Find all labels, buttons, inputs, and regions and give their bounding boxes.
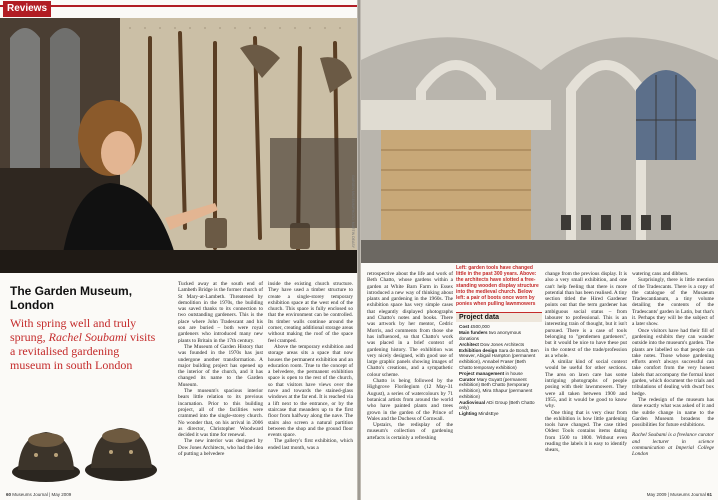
- section-rule: [0, 5, 357, 7]
- row-key: Main funders: [459, 330, 488, 336]
- paragraph: Above the temporary exhibition and storage areas sits a space that now houses the permanent exhibition and an education room. True to the concept of a belvedere, the permanent exhibition space is open to the rest of the church, so that visitors have views over the nave and towards the stained-glass windows at the far end. It is reached via a lift next to the entrance, or by the staircase that meanders up to the first floor from halfway along the nave. The stairs also screen a natural partition between the shop and the ground floor events space.: [268, 343, 353, 439]
- folio-right: [647, 492, 712, 497]
- row-value: Mary Guyatt (permanent exhibition) Beth Chatto (temporary exhibition), Mira Shapur (permanent exhibition): [459, 376, 533, 399]
- section-tab: [0, 0, 357, 17]
- paragraph: The museum's spacious interior bears little relation to its previous incarnation. Prior to this building project, all of the facilities were crammed into the single-storey church. No wonder that, on his arrival in 2006 as director, Christopher Woodward decided it was time for renewal.: [178, 388, 263, 439]
- page-number: 60: [6, 492, 12, 497]
- page-number: 61: [706, 492, 712, 497]
- row-value: £500,000: [470, 324, 490, 329]
- row-key: Lighting: [459, 411, 478, 417]
- project-data-list: [456, 322, 542, 420]
- paragraph: change from the previous display. It is also a very small exhibition, and one can't help feeling that there is more potential than has been realised. A tiny section titled the Hired Gardener points out that the term gardener has ambiguous social status – from labourer to professional. This is an interesting train of thought, but it isn't pursued. There is a case of tools belonging to "gentlemen gardeners", but it would be nice to have these put in the context of the trade/profession as a whole.: [545, 271, 627, 359]
- paragraph: Tucked away at the south end of Lambeth Bridge is the former church of St Mary-at-Lambeth. Threatened by demolition in the 1970s, the building was saved thanks to its connection to two outstanding gardeners. This is the place where John Tradescant and his son are buried – both were royal gardeners who introduced many new plants to Britain in the 17th century.: [178, 281, 263, 344]
- row-value: Sara de Bondt, Ben Weaver, Abigail Hampton (permanent exhibition), Annabel Fraser (Beth Chatto temporary exhibition): [459, 347, 539, 370]
- standfirst-lead: With spring well and truly sprung,: [10, 316, 137, 344]
- paragraph: Upstairs, the redisplay of the museum's collection of gardening artefacts is certainly a refreshing: [367, 422, 453, 441]
- paragraph: The Museum of Garden History that was founded in the 1970s has just undergone another transformation. A major building project has opened up the interior of the church, and it has changed its name to the Garden Museum.: [178, 343, 263, 388]
- paragraph: inside the existing church structure. They have used a timber structure to create a single-storey temporary exhibition space at the west end of the church. This space is fully enclosed so that the environment can be controlled. Its timber walls continue around the corner, creating additional storage areas without making the roof of the space feel cramped.: [268, 281, 353, 344]
- row-key: Exhibition design: [459, 347, 498, 353]
- row-value: MindsEye: [478, 411, 499, 417]
- garden-tools-illustration: [0, 18, 357, 273]
- photo-church-interior: [361, 0, 718, 263]
- paragraph: A similar kind of social context would be useful for other sections. The area on lawn care has some intriguing photographs of people posing with their lawnmowers. They were all taken between 1900 and 1955, and it would be good to know why.: [545, 359, 627, 410]
- paragraph: The gallery's first exhibition, which ended last month, was a: [268, 438, 353, 451]
- row-value: two anonymous donations: [459, 330, 522, 341]
- paragraph: The new interior was designed by Dow Jones Architects, who had the idea of putting a belvedere: [178, 438, 263, 458]
- author-bio: Rachel Soubami is a freelance curator and lecturer in science communication at Imperial College London: [632, 432, 714, 458]
- row-value: in house: [505, 370, 523, 376]
- article-standfirst: [10, 316, 160, 372]
- body-column-1: [178, 281, 263, 457]
- article-title: The Garden Museum, London: [10, 284, 133, 312]
- row-value: ADi Group (Beth Chatto only): [459, 399, 535, 411]
- standfirst-rest: visits a revitalised gardening museum in south London: [10, 330, 156, 372]
- body-column-3: [367, 271, 453, 441]
- paragraph: watering cans and dibbers.: [632, 271, 689, 277]
- row-key: Project management: [459, 370, 505, 376]
- project-data-row: [459, 348, 539, 370]
- paragraph: The redesign of the museum has done exactly what was asked of it and the subtle change in name to the Garden Museum broadens the possibilities for future exhibitions.: [632, 396, 714, 429]
- pony-boots-illustration: [6, 410, 166, 490]
- body-column-6: [632, 271, 714, 458]
- body-column-5: [545, 271, 627, 454]
- project-data-row: [459, 324, 539, 330]
- project-data-row: [459, 400, 539, 411]
- section-label: Reviews: [3, 1, 51, 17]
- row-value: Dow Jones Architects: [480, 341, 525, 347]
- project-data-title: Project data: [456, 312, 542, 322]
- row-key: Architect: [459, 341, 479, 347]
- row-key: Audiovisual: [459, 399, 486, 405]
- photo-credit: GARDEN MUSEUM/PHOTO: MARTIN DEASY: [351, 175, 355, 248]
- project-data-row: [459, 377, 539, 399]
- project-data-row: [459, 411, 539, 417]
- folio-text: Museums Journal | May 2009: [12, 492, 72, 497]
- author-name: Rachel Soubami: [48, 330, 127, 344]
- left-page: [0, 0, 357, 500]
- project-data-box: [456, 312, 542, 420]
- folio-left: [6, 492, 71, 497]
- photo-caption: Left: garden tools have changed little in the past 300 years. Above: the architects have slotted a free-standing wooden display structure into the medieval church. Below left: a pair of boots once worn by ponies when pulling lawnmowers: [456, 265, 539, 307]
- church-interior-illustration: [361, 0, 718, 263]
- project-data-row: [459, 371, 539, 377]
- headline-block: [10, 284, 160, 372]
- paragraph: One thing that is very clear from the exhibition is how little gardening tools have changed. The case titled Oldest Tools contains items dating from 1500 to 1800. Without even reading the labels it is easy to identify shears,: [545, 409, 627, 454]
- right-page: [361, 0, 718, 500]
- paragraph: Surprisingly, there is little mention of the Tradescants. There is a copy of the catalogue of the Musaeum Tradescantianum, a tiny volume detailing the contents of the Tradescants' garden in Latin, but that's it. Perhaps they will be the subject of a later show.: [632, 277, 714, 328]
- paragraph: Chatto is being followed by the Highgrove Florilegium (12 May-31 August), a series of watercolours by 71 botanical artists from around the world who have painted plants and trees grown in the garden of the Prince of Wales and the Duchess of Cornwall.: [367, 378, 453, 422]
- project-data-row: [459, 342, 539, 348]
- body-column-2: [268, 281, 353, 451]
- photo-garden-tools: [0, 18, 357, 273]
- paragraph: Once visitors have had their fill of gardening exhibits they can wander outside into the museum's garden. The plants are labelled so that people can take notes. Those whose gardening efforts aren't always successful can take comfort from the very honest labels that accompany the formal knot garden, which document the trials and tribulations of dealing with dwarf box hedge.: [632, 327, 714, 397]
- folio-text: May 2009 | Museums Journal: [646, 492, 706, 497]
- row-key: Cost: [459, 324, 470, 329]
- project-data-row: [459, 330, 539, 341]
- row-key: Curator: [459, 376, 476, 382]
- paragraph: retrospective about the life and work of Beth Chatto, whose gardens within a garden at White Barn Farm in Essex introduced a new way of thinking about plants and gardening in the 1960s. The exhibition space has very simple cases that elegantly displayed photographs and Chatto's notes and books. There was artwork by her mentor, Cedric Morris, and comments from those she has influenced, so that Chatto's work was placed in a brief context of gardening history. The exhibition was very nicely designed, with good use of large graphic panels showing images of Chatto's creations, and a sympathetic colour scheme.: [367, 271, 453, 378]
